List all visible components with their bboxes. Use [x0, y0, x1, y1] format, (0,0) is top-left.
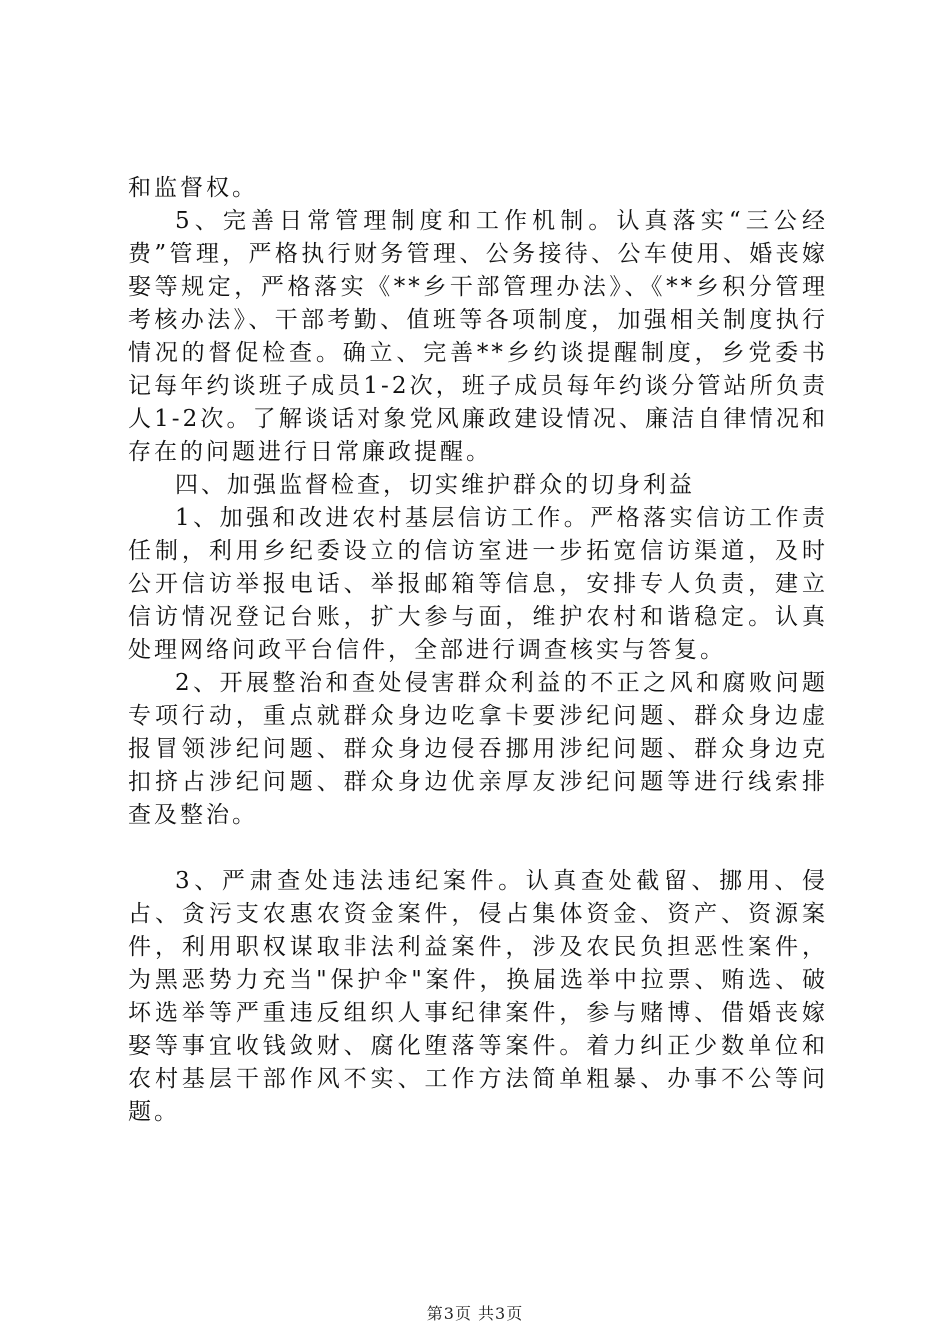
paragraph-item-1: 1、加强和改进农村基层信访工作。严格落实信访工作责任制，利用乡纪委设立的信访室进一步拓宽信访渠道，及时公开信访举报电话、举报邮箱等信息，安排专人负责，建立信访情况登记台账，扩大参与面，维护农村和谐稳定。认真处理网络问政平台信件，全部进行调查核实与答复。	[128, 505, 828, 663]
document-body	[128, 172, 828, 1129]
section-heading-4: 四、加强监督检查，切实维护群众的切身利益	[175, 472, 695, 498]
paragraph-item-3: 3、严肃查处违法违纪案件。认真查处截留、挪用、侵占、贪污支农惠农资金案件，侵占集体资金、资产、资源案件，利用职权谋取非法利益案件，涉及农民负担恶性案件，为黑恶势力充当"保护伞"案件，换届选举中拉票、贿选、破坏选举等严重违反组织人事纪律案件，参与赌博、借婚丧嫁娶等事宜收钱敛财、腐化堕落等案件。着力纠正少数单位和农村基层干部作风不实、工作方法简单粗暴、办事不公等问题。	[128, 868, 828, 1125]
paragraph-continuation: 和监督权。	[128, 175, 258, 201]
page-number-footer: 第3页 共3页	[426, 1304, 524, 1323]
paragraph-item-2: 2、开展整治和查处侵害群众利益的不正之风和腐败问题专项行动，重点就群众身边吃拿卡要涉纪问题、群众身边虚报冒领涉纪问题、群众身边侵吞挪用涉纪问题、群众身边克扣挤占涉纪问题、群众身边优亲厚友涉纪问题等进行线索排查及整治。	[128, 670, 828, 828]
paragraph-item-5: 5、完善日常管理制度和工作机制。认真落实“三公经费”管理，严格执行财务管理、公务接待、公车使用、婚丧嫁娶等规定，严格落实《**乡干部管理办法》、《**乡积分管理考核办法》、干部考勤、值班等各项制度，加强相关制度执行情况的督促检查。确立、完善**乡约谈提醒制度，乡党委书记每年约谈班子成员1-2次，班子成员每年约谈分管站所负责人1-2次。了解谈话对象党风廉政建设情况、廉洁自律情况和存在的问题进行日常廉政提醒。	[128, 208, 828, 465]
